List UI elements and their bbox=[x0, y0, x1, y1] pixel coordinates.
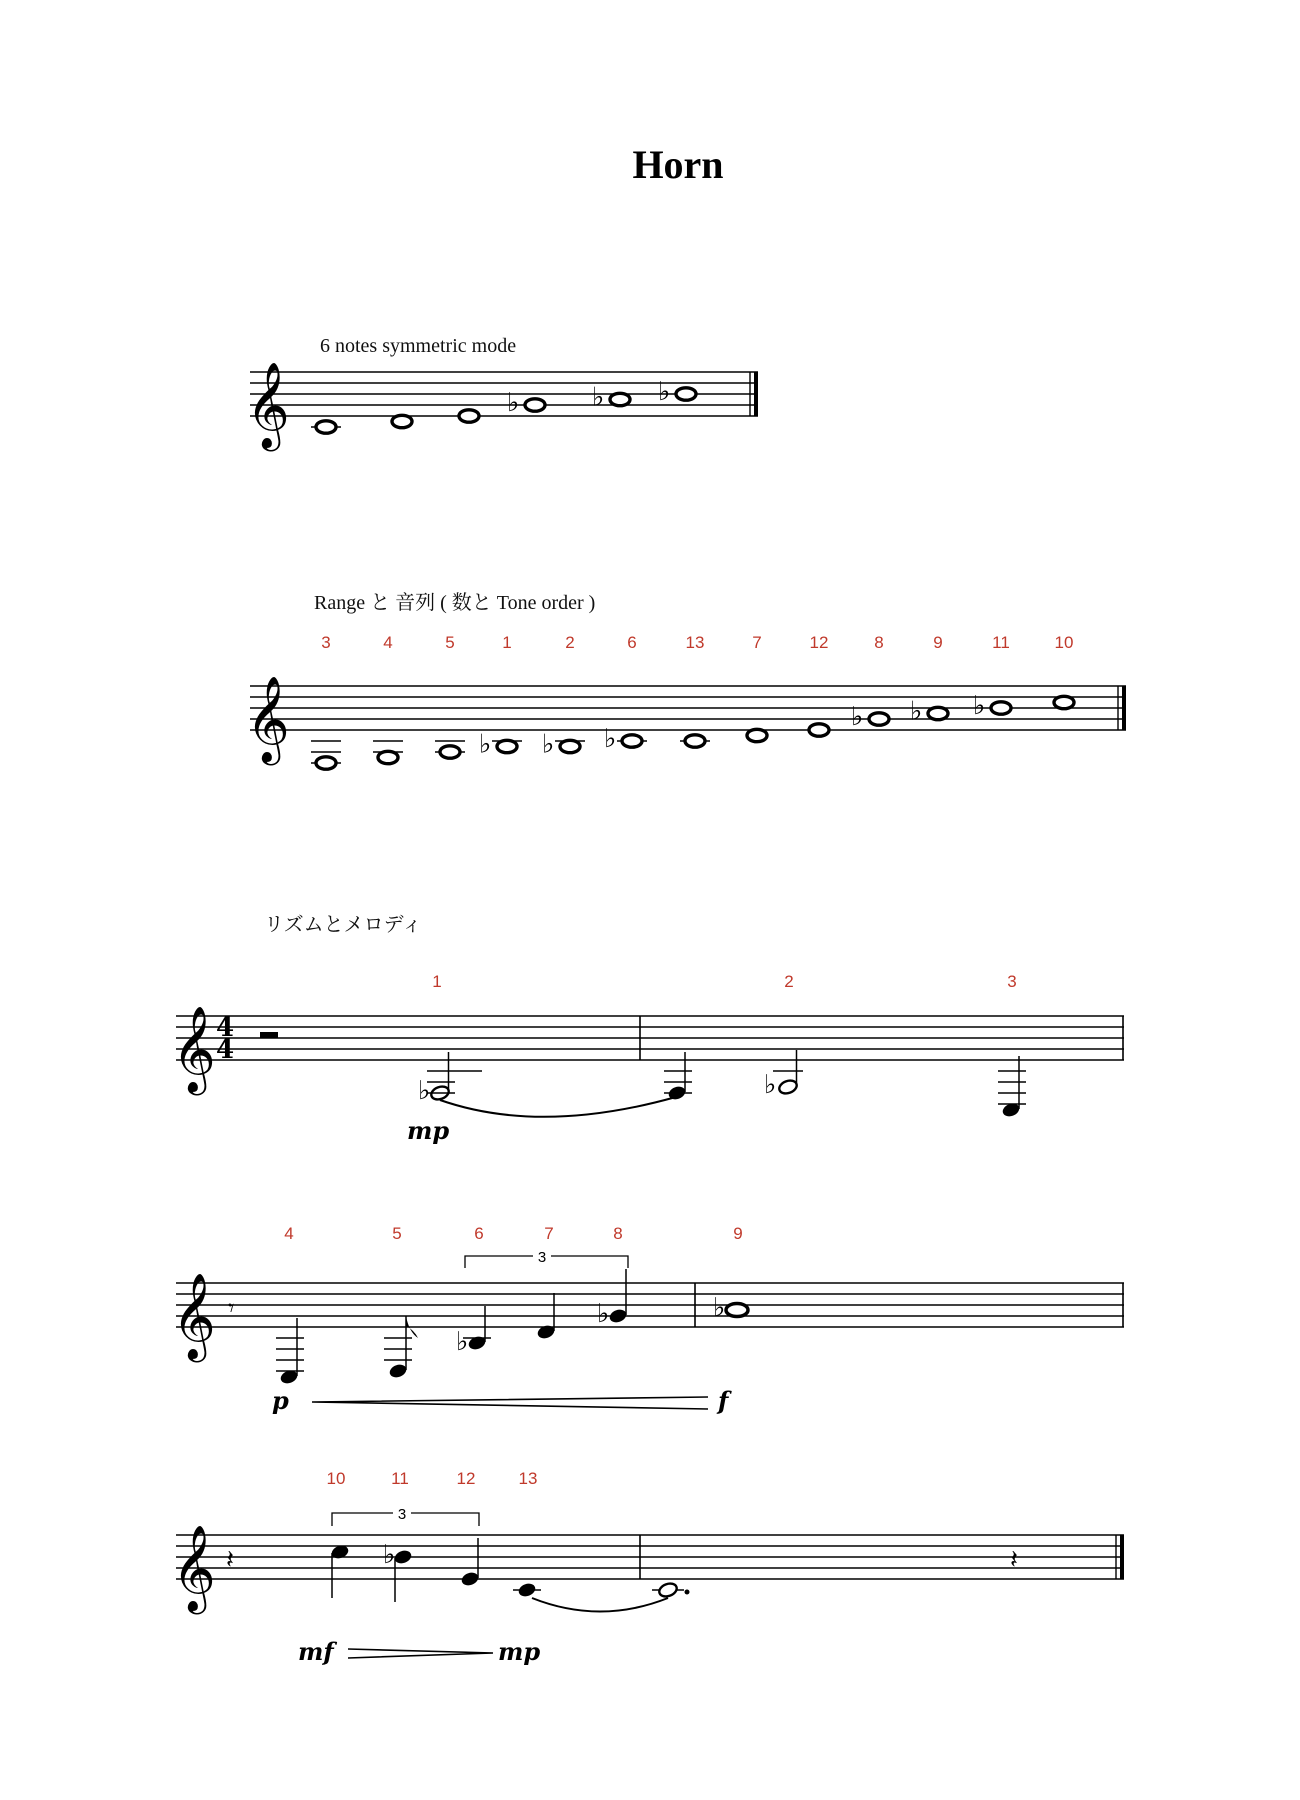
note-quarter bbox=[998, 1056, 1026, 1119]
order-number: 2 bbox=[565, 633, 575, 652]
order-number: 12 bbox=[456, 1469, 476, 1488]
scale-note bbox=[851, 633, 889, 732]
scale-note bbox=[747, 633, 767, 742]
flat-icon: ♭ bbox=[713, 1293, 726, 1323]
order-number: 9 bbox=[733, 1224, 743, 1243]
treble-clef-icon: 𝄞 bbox=[172, 1525, 216, 1611]
flat-icon: ♭ bbox=[597, 1299, 610, 1329]
staff-symmetric-mode bbox=[246, 362, 758, 452]
order-number: 2 bbox=[784, 972, 794, 991]
order-number: 13 bbox=[685, 633, 705, 652]
note-whole bbox=[713, 1293, 748, 1323]
flat-icon: ♭ bbox=[764, 1070, 777, 1100]
scale-note bbox=[542, 633, 585, 760]
tuplet-number: 3 bbox=[537, 1249, 547, 1266]
quarter-rest-icon: 𝄽 bbox=[1010, 1545, 1018, 1575]
dynamic-mark: f bbox=[718, 1386, 729, 1415]
scale-note bbox=[507, 388, 545, 418]
note-quarter bbox=[597, 1269, 628, 1329]
order-number: 4 bbox=[284, 1224, 294, 1243]
scale-note bbox=[604, 633, 647, 754]
time-signature-bottom: 4 bbox=[216, 1035, 235, 1065]
flat-icon: ♭ bbox=[604, 724, 617, 754]
scale-note bbox=[910, 633, 948, 727]
scale-note bbox=[592, 383, 630, 413]
order-number: 6 bbox=[627, 633, 637, 652]
order-number: 10 bbox=[1054, 633, 1074, 652]
scale-note bbox=[459, 410, 479, 422]
note-quarter bbox=[513, 1581, 541, 1598]
order-number: 11 bbox=[992, 633, 1010, 652]
note-dotted-half bbox=[652, 1581, 690, 1598]
scale-note bbox=[373, 633, 403, 764]
scale-note bbox=[435, 633, 465, 758]
section2-label: Range と 音列 ( 数と Tone order ) bbox=[314, 592, 596, 614]
order-number: 12 bbox=[809, 633, 829, 652]
order-number: 11 bbox=[391, 1469, 409, 1488]
quarter-rest-icon: 𝄽 bbox=[226, 1545, 234, 1575]
melody-system-1 bbox=[172, 972, 1124, 1145]
scale-note bbox=[479, 633, 522, 760]
order-number: 7 bbox=[752, 633, 762, 652]
order-number: 8 bbox=[613, 1224, 623, 1243]
order-number: 5 bbox=[392, 1224, 402, 1243]
flat-icon: ♭ bbox=[418, 1076, 431, 1106]
time-signature-top: 4 bbox=[216, 1013, 235, 1043]
dynamic-mark: mf bbox=[298, 1637, 334, 1666]
section3-label: リズムとメロディ bbox=[264, 914, 422, 936]
note-eighth bbox=[384, 1316, 418, 1380]
flat-icon: ♭ bbox=[973, 691, 986, 721]
flat-icon: ♭ bbox=[851, 702, 864, 732]
section1-label: 6 notes symmetric mode bbox=[320, 335, 517, 357]
notes-range bbox=[311, 633, 1074, 769]
order-number: 1 bbox=[502, 633, 512, 652]
order-number: 3 bbox=[1007, 972, 1017, 991]
scale-note bbox=[392, 415, 412, 427]
note-quarter bbox=[330, 1543, 350, 1598]
half-rest bbox=[260, 1032, 278, 1038]
order-number: 7 bbox=[544, 1224, 554, 1243]
scale-note bbox=[809, 633, 829, 736]
order-number: 3 bbox=[321, 633, 331, 652]
flat-icon: ♭ bbox=[456, 1327, 469, 1357]
crescendo-hairpin bbox=[312, 1397, 708, 1409]
order-number: 6 bbox=[474, 1224, 484, 1243]
flat-icon: ♭ bbox=[479, 729, 492, 760]
order-number: 4 bbox=[383, 633, 393, 652]
treble-clef-icon: 𝄞 bbox=[246, 362, 290, 448]
dynamic-mark: p bbox=[272, 1386, 289, 1415]
note-quarter bbox=[536, 1293, 556, 1341]
flat-icon: ♭ bbox=[592, 382, 605, 413]
scale-note bbox=[311, 421, 341, 433]
melody-system-2 bbox=[172, 1224, 1124, 1415]
eighth-rest-icon: 𝄾 bbox=[228, 1294, 235, 1322]
melody-system-3 bbox=[172, 1469, 1124, 1666]
note-quarter bbox=[383, 1540, 413, 1602]
order-number: 1 bbox=[432, 972, 442, 991]
treble-clef-icon: 𝄞 bbox=[172, 1273, 216, 1359]
tuplet-number: 3 bbox=[397, 1506, 407, 1523]
order-number: 13 bbox=[518, 1469, 538, 1488]
scale-note bbox=[658, 377, 696, 407]
note-quarter bbox=[276, 1318, 304, 1386]
flat-icon: ♭ bbox=[507, 388, 520, 418]
flat-icon: ♭ bbox=[542, 729, 555, 760]
dynamic-mark: mp bbox=[407, 1116, 450, 1145]
page-title: Horn bbox=[632, 142, 724, 187]
order-number: 5 bbox=[445, 633, 455, 652]
scale-note bbox=[1054, 633, 1074, 709]
decrescendo-hairpin bbox=[348, 1649, 493, 1658]
order-number: 8 bbox=[874, 633, 884, 652]
scale-note bbox=[311, 633, 341, 769]
treble-clef-icon: 𝄞 bbox=[172, 1006, 216, 1092]
flat-icon: ♭ bbox=[383, 1540, 396, 1570]
dynamic-mark: mp bbox=[498, 1637, 541, 1666]
scale-note bbox=[973, 633, 1011, 721]
order-number: 10 bbox=[326, 1469, 346, 1488]
note-quarter bbox=[456, 1306, 491, 1357]
treble-clef-icon: 𝄞 bbox=[246, 676, 290, 762]
order-number: 9 bbox=[933, 633, 943, 652]
flat-icon: ♭ bbox=[658, 377, 671, 407]
flat-icon: ♭ bbox=[910, 696, 923, 727]
note-half bbox=[764, 1050, 803, 1100]
